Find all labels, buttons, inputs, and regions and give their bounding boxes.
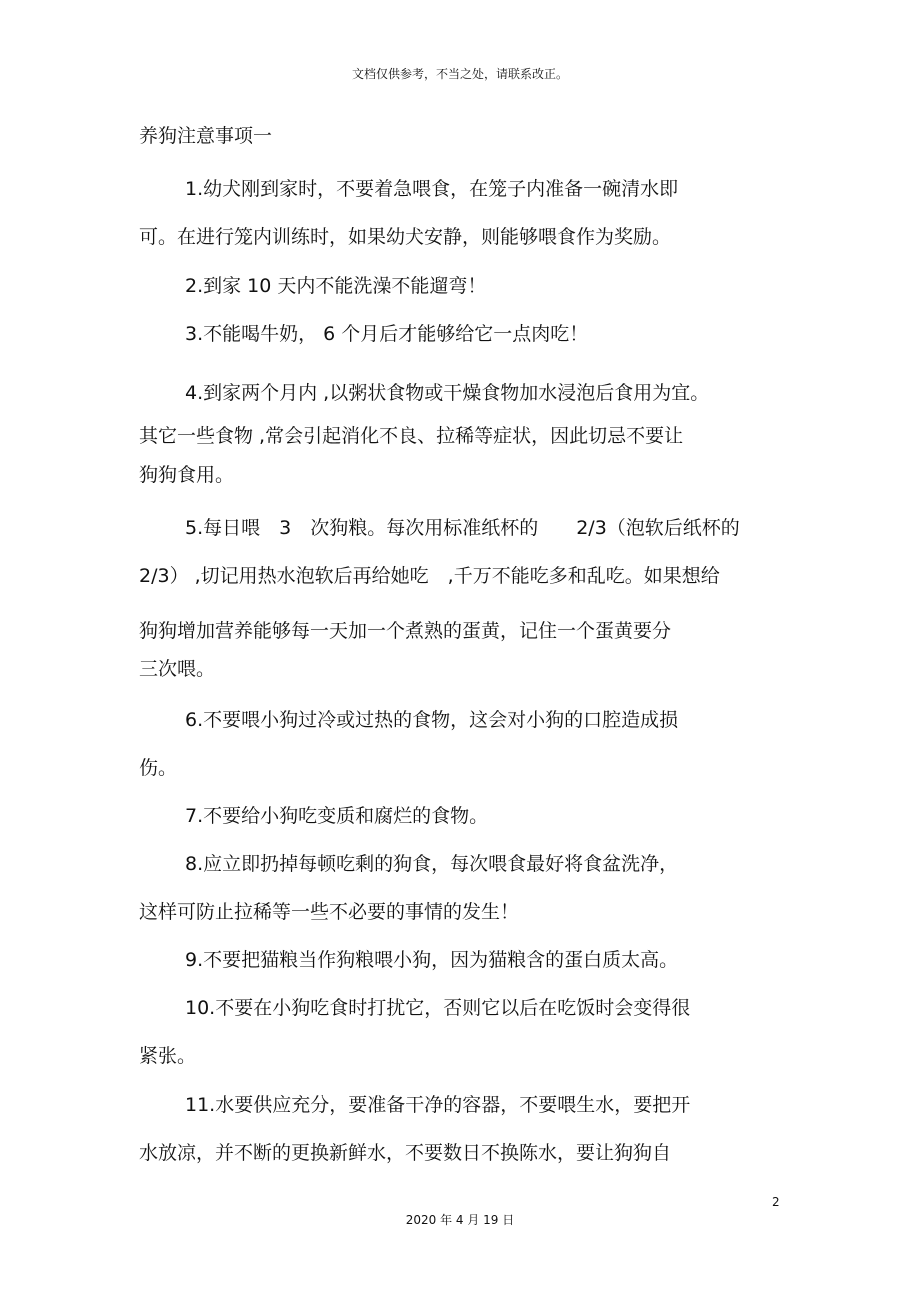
paragraph-line: 水放凉，并不断的更换新鲜水，不要数日不换陈水，要让狗狗自	[139, 1142, 672, 1164]
paragraph-line: 2/3） ,切记用热水泡软后再给她吃 ,千万不能吃多和乱吃。如果想给	[139, 565, 720, 587]
paragraph-line: 3.不能喝牛奶， 6 个月后才能够给它一点肉吃！	[185, 323, 589, 345]
paragraph-line: 2.到家 10 天内不能洗澡不能遛弯！	[185, 275, 487, 297]
paragraph-line: 其它一些食物 ,常会引起消化不良、拉稀等症状，因此切忌不要让	[139, 425, 684, 447]
paragraph-line: 紧张。	[139, 1045, 197, 1067]
paragraph-line: 三次喂。	[139, 658, 216, 680]
paragraph-line: 7.不要给小狗吃变质和腐烂的食物。	[185, 805, 489, 827]
paragraph-line: 狗狗增加营养能够每一天加一个煮熟的蛋黄，记住一个蛋黄要分	[139, 620, 672, 642]
header-note: 文档仅供参考，不当之处，请联系改正。	[351, 67, 568, 81]
paragraph-line: 狗狗食用。	[139, 464, 235, 486]
paragraph-line: 这样可防止拉稀等一些不必要的事情的发生！	[139, 901, 520, 923]
document-title: 养狗注意事项一	[139, 125, 273, 147]
paragraph-line: 6.不要喂小狗过冷或过热的食物，这会对小狗的口腔造成损	[185, 709, 679, 731]
paragraph-line: 8.应立即扔掉每顿吃剩的狗食，每次喂食最好将食盆洗净，	[185, 853, 679, 875]
paragraph-line: 可。在进行笼内训练时，如果幼犬安静，则能够喂食作为奖励。	[139, 226, 672, 248]
paragraph-line: 5.每日喂 3 次狗粮。每次用标准纸杯的 2/3（泡软后纸杯的	[185, 517, 740, 539]
paragraph-line: 10.不要在小狗吃食时打扰它，否则它以后在吃饭时会变得很	[185, 997, 691, 1019]
paragraph-line: 伤。	[139, 757, 178, 779]
paragraph-line: 4.到家两个月内 ,以粥状食物或干燥食物加水浸泡后食用为宜。	[185, 382, 710, 404]
paragraph-line: 9.不要把猫粮当作狗粮喂小狗，因为猫粮含的蛋白质太高。	[185, 949, 679, 971]
paragraph-line: 11.水要供应充分，要准备干净的容器，不要喂生水，要把开	[185, 1094, 691, 1116]
page-number: 2	[772, 1195, 780, 1209]
footer-date: 2020 年 4 月 19 日	[405, 1213, 515, 1227]
paragraph-line: 1.幼犬刚到家时，不要着急喂食，在笼子内准备一碗清水即	[185, 178, 679, 200]
